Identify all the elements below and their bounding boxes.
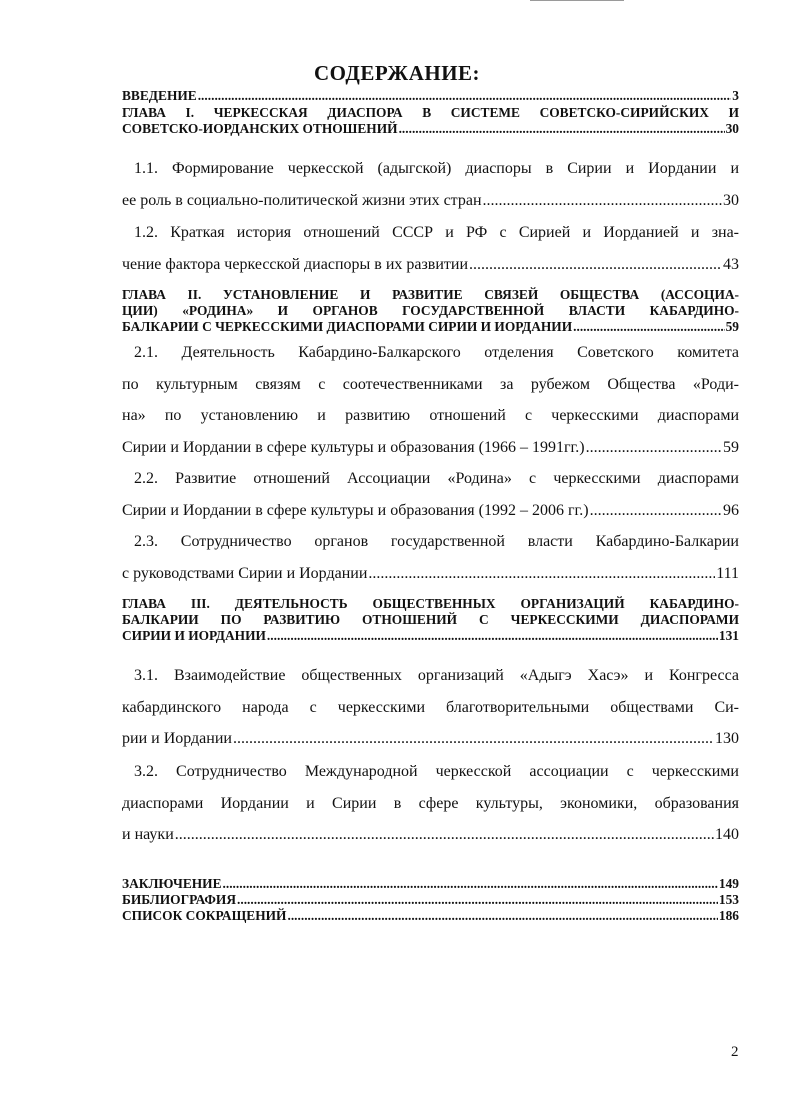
- dot-leader: [483, 185, 722, 217]
- section-2-1-line-3: на» по установлению и развитию отношений с черкесскими диаспорами: [122, 407, 739, 424]
- toc-entry-bibliography[interactable]: [122, 892, 739, 908]
- dot-leader: [267, 628, 718, 644]
- section-2-3-line-2: с руководствами Сирии и Иордании: [122, 564, 368, 582]
- section-1-2-line-1: 1.2. Краткая история отношений СССР и РФ с Сирией и Иорданией и зна-: [134, 224, 739, 241]
- section-2-2-row: [122, 495, 739, 527]
- scan-edge-line: [530, 0, 624, 1]
- section-3-2-line-1: 3.2. Сотрудничество Международной черкесской ассоциации с черкесскими: [134, 763, 739, 780]
- chapter-2-page: 59: [725, 319, 739, 334]
- bibliography-label: БИБЛИОГРАФИЯ: [122, 892, 236, 907]
- chapter-3-row: [122, 628, 739, 644]
- chapter-3-line-3: СИРИИ И ИОРДАНИИ: [122, 628, 266, 643]
- section-1-2-row: [122, 249, 739, 281]
- conclusion-label: ЗАКЛЮЧЕНИЕ: [122, 876, 222, 891]
- section-3-2-page: 140: [715, 826, 739, 843]
- toc-section-2-3[interactable]: [122, 526, 739, 589]
- section-2-2-line-2: Сирии и Иордании в сфере культуры и образования (1992 – 2006 гг.): [122, 501, 589, 519]
- dot-leader: [175, 819, 714, 851]
- chapter-2-line-2: ЦИИ) «РОДИНА» И ОРГАНОВ ГОСУДАРСТВЕННОЙ ВЛАСТИ КАБАРДИНО-: [122, 303, 739, 318]
- dot-leader: [198, 88, 732, 104]
- toc-section-2-2[interactable]: [122, 463, 739, 526]
- abbreviations-page: 186: [718, 908, 739, 923]
- section-3-1-row: [122, 723, 739, 755]
- section-3-2-line-3: и науки: [122, 826, 174, 843]
- chapter-2-row: [122, 319, 739, 335]
- toc-section-1-2[interactable]: [122, 217, 739, 280]
- section-3-1-page: 130: [715, 730, 739, 747]
- section-3-1-line-1: 3.1. Взаимодействие общественных организаций «Адыгэ Хасэ» и Конгресса: [134, 667, 739, 684]
- section-2-1-line-2: по культурным связям с соотечественниками за рубежом Общества «Роди-: [122, 375, 739, 393]
- toc-section-3-1[interactable]: [122, 660, 739, 755]
- toc-entry-intro[interactable]: [122, 88, 739, 104]
- toc-section-3-2[interactable]: [122, 756, 739, 851]
- chapter-1-line-2: СОВЕТСКО-ИОРДАНСКИХ ОТНОШЕНИЙ: [122, 121, 398, 136]
- section-2-1-row: [122, 432, 739, 464]
- dot-leader: [590, 495, 722, 527]
- section-1-2-page: 43: [723, 255, 739, 273]
- dot-leader: [233, 723, 714, 755]
- section-2-2-page: 96: [723, 501, 739, 519]
- toc-entry-abbreviations[interactable]: [122, 908, 739, 924]
- dot-leader: [368, 558, 715, 590]
- toc-section-2-1[interactable]: [122, 337, 739, 463]
- dot-leader: [469, 249, 722, 281]
- bibliography-page: 153: [718, 892, 739, 907]
- toc-entry-conclusion[interactable]: [122, 876, 739, 892]
- section-2-2-line-1: 2.2. Развитие отношений Ассоциации «Родина» с черкесскими диаспорами: [134, 470, 739, 487]
- dot-leader: [399, 121, 725, 137]
- section-3-1-line-3: рии и Иордании: [122, 730, 232, 747]
- section-1-1-row: [122, 185, 739, 217]
- dot-leader: [287, 908, 717, 924]
- toc-section-1-1[interactable]: [122, 153, 739, 216]
- chapter-3-line-1: ГЛАВА III. ДЕЯТЕЛЬНОСТЬ ОБЩЕСТВЕННЫХ ОРГАНИЗАЦИЙ КАБАРДИНО-: [122, 596, 739, 611]
- toc-intro-page: 3: [732, 88, 739, 103]
- chapter-1-line-1: ГЛАВА I. ЧЕРКЕССКАЯ ДИАСПОРА В СИСТЕМЕ СОВЕТСКО-СИРИЙСКИХ И: [122, 105, 739, 120]
- abbreviations-label: СПИСОК СОКРАЩЕНИЙ: [122, 908, 287, 923]
- chapter-1-page: 30: [725, 121, 739, 136]
- toc-chapter-3[interactable]: [122, 596, 739, 644]
- section-1-1-page: 30: [723, 191, 739, 209]
- chapter-2-line-3: БАЛКАРИИ С ЧЕРКЕССКИМИ ДИАСПОРАМИ СИРИИ И ИОРДАНИИ: [122, 319, 573, 334]
- section-2-1-page: 59: [723, 438, 739, 456]
- page-number: 2: [731, 1044, 739, 1060]
- section-2-1-line-4: Сирии и Иордании в сфере культуры и образования (1966 – 1991гг.): [122, 438, 585, 456]
- section-2-3-row: [122, 558, 739, 590]
- section-2-1-line-1: 2.1. Деятельность Кабардино-Балкарского отделения Советского комитета: [134, 344, 739, 361]
- toc-chapter-1[interactable]: [122, 105, 739, 137]
- toc-intro-label: ВВЕДЕНИЕ: [122, 88, 197, 103]
- section-3-1-line-2: кабардинского народа с черкесскими благотворительными обществами Си-: [122, 698, 739, 716]
- section-3-2-line-2: диаспорами Иордании и Сирии в сфере культуры, экономики, образования: [122, 794, 739, 812]
- dot-leader: [237, 892, 718, 908]
- chapter-3-line-2: БАЛКАРИИ ПО РАЗВИТИЮ ОТНОШЕНИЙ С ЧЕРКЕССКИМИ ДИАСПОРАМИ: [122, 612, 739, 627]
- toc-chapter-2[interactable]: [122, 287, 739, 335]
- section-2-3-line-1: 2.3. Сотрудничество органов государственной власти Кабардино-Балкарии: [134, 533, 739, 550]
- page-title: СОДЕРЖАНИЕ:: [313, 61, 481, 85]
- section-2-3-page: 111: [716, 564, 739, 582]
- dot-leader: [573, 319, 724, 335]
- section-1-1-line-2: ее роль в социально-политической жизни этих стран: [122, 191, 482, 209]
- toc-intro-row: [122, 88, 739, 104]
- chapter-2-line-1: ГЛАВА II. УСТАНОВЛЕНИЕ И РАЗВИТИЕ СВЯЗЕЙ ОБЩЕСТВА (АССОЦИА-: [122, 287, 739, 302]
- conclusion-page: 149: [718, 876, 739, 891]
- dot-leader: [586, 432, 722, 464]
- section-3-2-row: [122, 819, 739, 851]
- chapter-3-page: 131: [718, 628, 739, 643]
- toc-back-matter: [122, 876, 739, 924]
- section-1-2-line-2: чение фактора черкесской диаспоры в их развитии: [122, 255, 469, 273]
- section-1-1-line-1: 1.1. Формирование черкесской (адыгской) диаспоры в Сирии и Иордании и: [134, 160, 739, 177]
- dot-leader: [223, 876, 718, 892]
- chapter-1-row: [122, 121, 739, 137]
